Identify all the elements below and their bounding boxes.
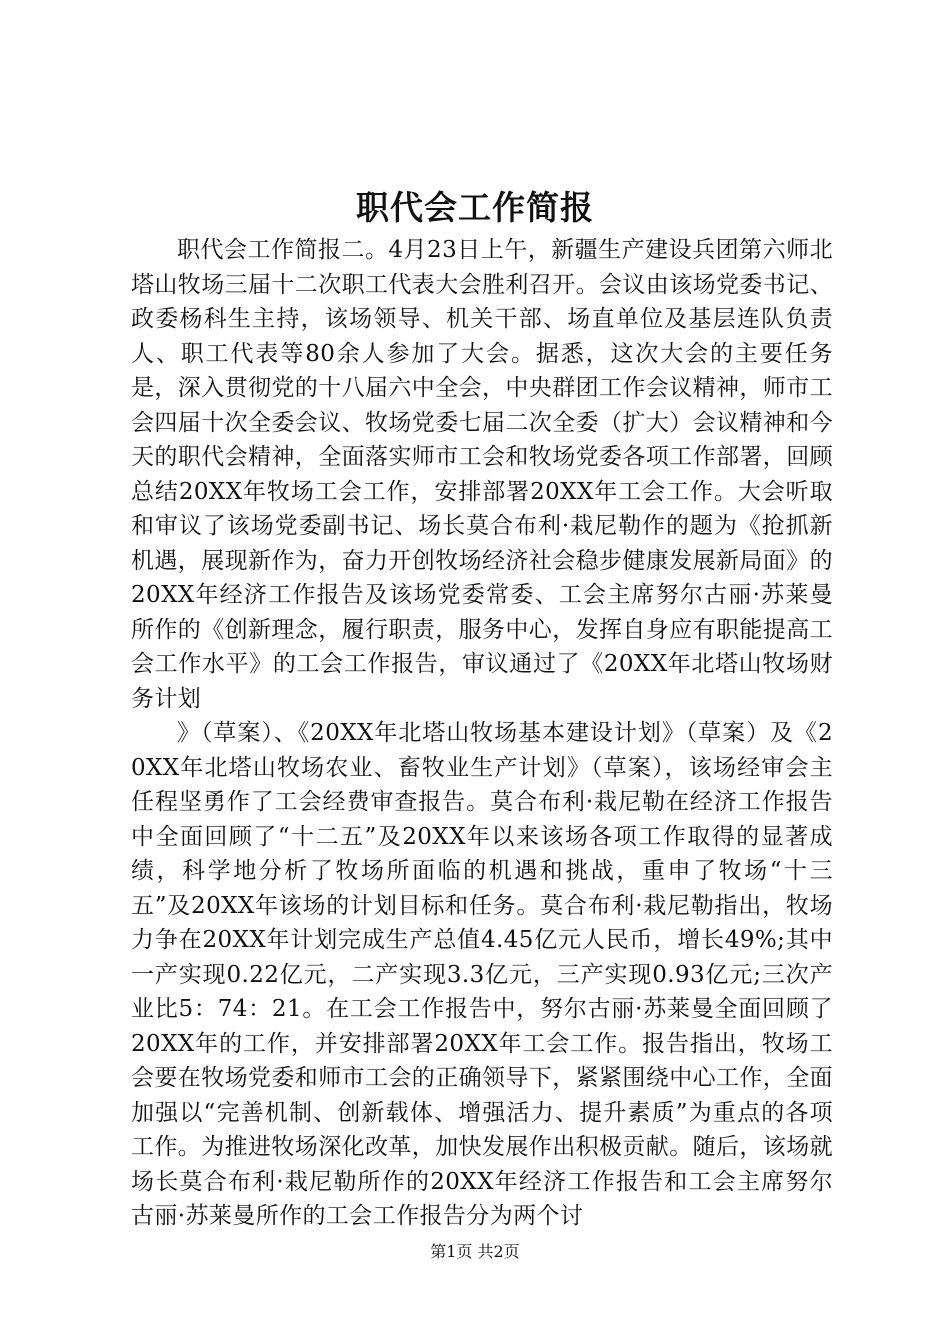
body-paragraph-2: 》（草案）、《20XX年北塔山牧场基本建设计划》（草案）及《20XX年北塔山牧场农业、畜牧业生产计划》（草案），该场经审会主任程坚勇作了工会经费审查报告。莫合布利·栽尼勒在经济工作报告中全面回顾了“十二五”及20XX年以来该场各项工作取得的显著成绩，科学地分析了牧场所面临的机遇和挑战，重申了牧场“十三五”及20XX年该场的计划目标和任务。莫合布利·栽尼勒指出，牧场力争在20XX年计划完成生产总值4.45亿元人民币，增长49%;其中一产实现0.22亿元，二产实现3.3亿元，三产实现0.93亿元;三次产业比5：74：21。在工会工作报告中，努尔古丽·苏莱曼全面回顾了20XX年的工作，并安排部署20XX年工会工作。报告指出，牧场工会要在牧场党委和师市工会的正确领导下，紧紧围绕中心工作，全面加强以“完善机制、创新载体、增强活力、提升素质”为重点的各项工作。为推进牧场深化改革，加快发展作出积极贡献。随后，该场就场长莫合布利·栽尼勒所作的20XX年经济工作报告和工会主席努尔古丽·苏莱曼所作的工会工作报告分为两个讨 — [131, 720, 833, 1229]
page-title: 职代会工作简报 — [356, 188, 594, 227]
body-paragraph-1: 职代会工作简报二。4月23日上午，新疆生产建设兵团第六师北塔山牧场三届十二次职工代表大会胜利召开。会议由该场党委书记、政委杨科生主持，该场领导、机关干部、场直单位及基层连队负责人、职工代表等80余人参加了大会。据悉，这次大会的主要任务是，深入贯彻党的十八届六中全会，中央群团工作会议精神，师市工会四届十次全委会议、牧场党委七届二次全委（扩大）会议精神和今天的职代会精神，全面落实师市工会和牧场党委各项工作部署，回顾总结20XX年牧场工会工作，安排部署20XX年工会工作。大会听取和审议了该场党委副书记、场长莫合布利·栽尼勒作的题为《抢抓新机遇，展现新作为，奋力开创牧场经济社会稳步健康发展新局面》的20XX年经济工作报告及该场党委常委、工会主席努尔古丽·苏莱曼所作的《创新理念，履行职责，服务中心，发挥自身应有职能提高工会工作水平》的工会工作报告，审议通过了《20XX年北塔山牧场财务计划 — [131, 237, 833, 712]
document-body — [131, 233, 833, 1234]
page-footer: 第1页 共2页 — [430, 1242, 520, 1261]
